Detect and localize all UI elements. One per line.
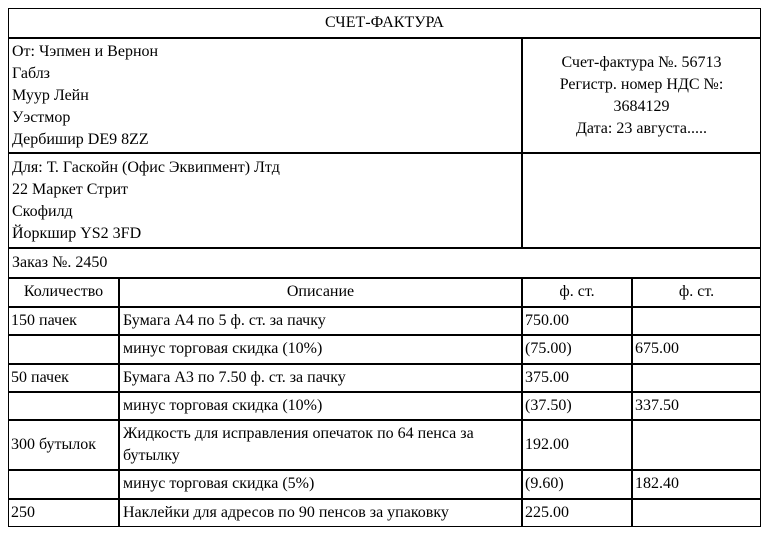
- invoice-date: Дата: 23 августа.....: [576, 120, 707, 137]
- net-cell: 182.40: [635, 475, 679, 492]
- table-row-amount: [522, 392, 632, 420]
- amount-cell: 192.00: [525, 436, 569, 453]
- invoice-number: Счет-фактура №. 56713: [561, 54, 722, 71]
- table-row-description: [119, 307, 522, 335]
- table-row-amount: [522, 470, 632, 499]
- sender-line: От: Чэпмен и Вернон: [12, 43, 159, 60]
- recipient-line: 22 Маркет Стрит: [12, 181, 128, 198]
- amount-cell: 225.00: [525, 504, 569, 521]
- table-row-net: [632, 470, 761, 499]
- table-row-quantity: [8, 307, 119, 335]
- table-row-description: [119, 470, 522, 499]
- table-row-description: [119, 420, 522, 470]
- amount-cell: (37.50): [525, 397, 572, 414]
- table-row-quantity: [8, 335, 119, 364]
- description-cell: минус торговая скидка (5%): [123, 475, 315, 492]
- net-cell: 337.50: [635, 397, 679, 414]
- sender-cell: [8, 38, 522, 153]
- description-cell: минус торговая скидка (10%): [123, 397, 323, 414]
- amount-cell: (9.60): [525, 475, 564, 492]
- table-row-quantity: [8, 364, 119, 392]
- amount-cell: 375.00: [525, 369, 569, 386]
- quantity-cell: 150 пачек: [11, 312, 77, 329]
- table-row-quantity: [8, 392, 119, 420]
- order-number: Заказ №. 2450: [12, 254, 108, 271]
- description-cell: минус торговая скидка (10%): [123, 340, 323, 357]
- table-row-description: [119, 364, 522, 392]
- recipient-cell: [8, 153, 522, 248]
- table-row-amount: [522, 335, 632, 364]
- recipient-line: Для: Т. Гаскойн (Офис Эквипмент) Лтд: [12, 159, 280, 176]
- table-row-amount: [522, 420, 632, 470]
- table-row-amount: [522, 364, 632, 392]
- quantity-cell: 50 пачек: [11, 369, 69, 386]
- table-row-net: [632, 499, 761, 527]
- sender-line: Габлз: [12, 65, 50, 82]
- table-row-quantity: [8, 470, 119, 499]
- order-cell: [8, 248, 761, 278]
- amount-cell: 750.00: [525, 312, 569, 329]
- header-quantity: [8, 278, 119, 307]
- description-cell: Жидкость для исправления опечаток по 64 пенса за бутылку: [123, 425, 474, 464]
- description-cell: Наклейки для адресов по 90 пенсов за упаковку: [123, 504, 449, 521]
- vat-number: 3684129: [613, 98, 670, 115]
- table-row-net: [632, 335, 761, 364]
- table-row-description: [119, 499, 522, 527]
- recipient-line: Йоркшир YS2 3FD: [12, 225, 142, 242]
- column-header: ф. ст.: [678, 283, 715, 300]
- sender-line: Муур Лейн: [12, 87, 89, 104]
- table-row-amount: [522, 307, 632, 335]
- vat-label: Регистр. номер НДС №:: [559, 76, 724, 93]
- header-amount: [522, 278, 632, 307]
- empty-cell: [522, 153, 761, 248]
- table-row-amount: [522, 499, 632, 527]
- table-row-net: [632, 392, 761, 420]
- table-row-net: [632, 420, 761, 470]
- invoice-title: СЧЕТ-ФАКТУРА: [325, 14, 444, 31]
- quantity-cell: 250: [11, 504, 35, 521]
- sender-line: Уэстмор: [12, 109, 71, 126]
- table-row-description: [119, 335, 522, 364]
- sender-line: Дербишир DE9 8ZZ: [12, 131, 149, 148]
- amount-cell: (75.00): [525, 340, 572, 357]
- description-cell: Бумага А4 по 5 ф. ст. за пачку: [123, 312, 326, 329]
- table-row-net: [632, 307, 761, 335]
- column-header: ф. ст.: [559, 283, 595, 300]
- recipient-line: Скофилд: [12, 203, 73, 220]
- quantity-cell: 300 бутылок: [11, 436, 97, 453]
- description-cell: Бумага А3 по 7.50 ф. ст. за пачку: [123, 369, 346, 386]
- column-header: Описание: [286, 283, 355, 300]
- table-row-quantity: [8, 499, 119, 527]
- table-row-quantity: [8, 420, 119, 470]
- invoice-info-cell: [522, 38, 761, 153]
- column-header: Количество: [23, 283, 104, 300]
- table-row-description: [119, 392, 522, 420]
- title-cell: [8, 8, 761, 38]
- header-description: [119, 278, 522, 307]
- table-row-net: [632, 364, 761, 392]
- header-net-amount: [632, 278, 761, 307]
- net-cell: 675.00: [635, 340, 679, 357]
